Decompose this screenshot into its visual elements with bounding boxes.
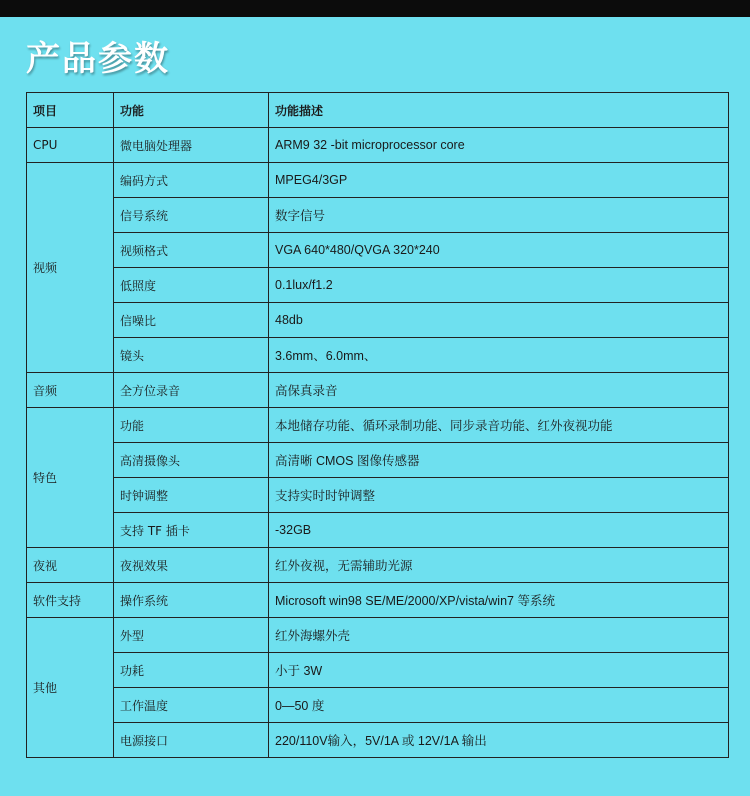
function-cell: 支持 TF 插卡	[114, 513, 269, 548]
function-cell: 微电脑处理器	[114, 128, 269, 163]
description-cell: -32GB	[269, 513, 729, 548]
table-row	[27, 618, 729, 653]
description-cell: 220/110V输入，5V/1A 或 12V/1A 输出	[269, 723, 729, 758]
spec-table	[26, 92, 729, 758]
table-row	[27, 233, 729, 268]
description-cell: 高清晰 CMOS 图像传感器	[269, 443, 729, 478]
table-row	[27, 268, 729, 303]
function-cell: 编码方式	[114, 163, 269, 198]
table-row	[27, 338, 729, 373]
function-cell: 视频格式	[114, 233, 269, 268]
function-cell: 镜头	[114, 338, 269, 373]
table-header-row	[27, 93, 729, 128]
function-cell: 全方位录音	[114, 373, 269, 408]
table-row	[27, 478, 729, 513]
category-cell: 音频	[27, 373, 114, 408]
table-row	[27, 303, 729, 338]
function-cell: 信噪比	[114, 303, 269, 338]
description-cell: VGA 640*480/QVGA 320*240	[269, 233, 729, 268]
table-row	[27, 198, 729, 233]
description-cell: 0—50 度	[269, 688, 729, 723]
table-row	[27, 653, 729, 688]
description-cell: 3.6mm、6.0mm、	[269, 338, 729, 373]
function-cell: 低照度	[114, 268, 269, 303]
table-row	[27, 373, 729, 408]
table-row	[27, 408, 729, 443]
description-cell: 红外海螺外壳	[269, 618, 729, 653]
table-row	[27, 163, 729, 198]
table-row	[27, 128, 729, 163]
header-item: 项目	[27, 93, 114, 128]
description-cell: MPEG4/3GP	[269, 163, 729, 198]
function-cell: 功能	[114, 408, 269, 443]
description-cell: Microsoft win98 SE/ME/2000/XP/vista/win7 等系统	[269, 583, 729, 618]
category-cell: 软件支持	[27, 583, 114, 618]
page-title: 产品参数	[26, 39, 170, 79]
description-cell: 支持实时时钟调整	[269, 478, 729, 513]
category-cell: 其他	[27, 618, 114, 758]
description-cell: 高保真录音	[269, 373, 729, 408]
function-cell: 功耗	[114, 653, 269, 688]
category-cell: 夜视	[27, 548, 114, 583]
table-row	[27, 513, 729, 548]
table-row	[27, 688, 729, 723]
function-cell: 高清摄像头	[114, 443, 269, 478]
table-row	[27, 583, 729, 618]
table-row	[27, 443, 729, 478]
description-cell: 红外夜视，无需辅助光源	[269, 548, 729, 583]
header-function: 功能	[114, 93, 269, 128]
function-cell: 工作温度	[114, 688, 269, 723]
function-cell: 电源接口	[114, 723, 269, 758]
function-cell: 夜视效果	[114, 548, 269, 583]
category-cell: CPU	[27, 128, 114, 163]
table-row	[27, 548, 729, 583]
function-cell: 时钟调整	[114, 478, 269, 513]
description-cell: ARM9 32 -bit microprocessor core	[269, 128, 729, 163]
header-description: 功能描述	[269, 93, 729, 128]
description-cell: 数字信号	[269, 198, 729, 233]
function-cell: 信号系统	[114, 198, 269, 233]
table-row	[27, 723, 729, 758]
description-cell: 本地储存功能、循环录制功能、同步录音功能、红外夜视功能	[269, 408, 729, 443]
function-cell: 外型	[114, 618, 269, 653]
description-cell: 小于 3W	[269, 653, 729, 688]
category-cell: 特色	[27, 408, 114, 548]
function-cell: 操作系统	[114, 583, 269, 618]
description-cell: 0.1lux/f1.2	[269, 268, 729, 303]
description-cell: 48db	[269, 303, 729, 338]
category-cell: 视频	[27, 163, 114, 373]
top-black-bar	[0, 0, 750, 17]
